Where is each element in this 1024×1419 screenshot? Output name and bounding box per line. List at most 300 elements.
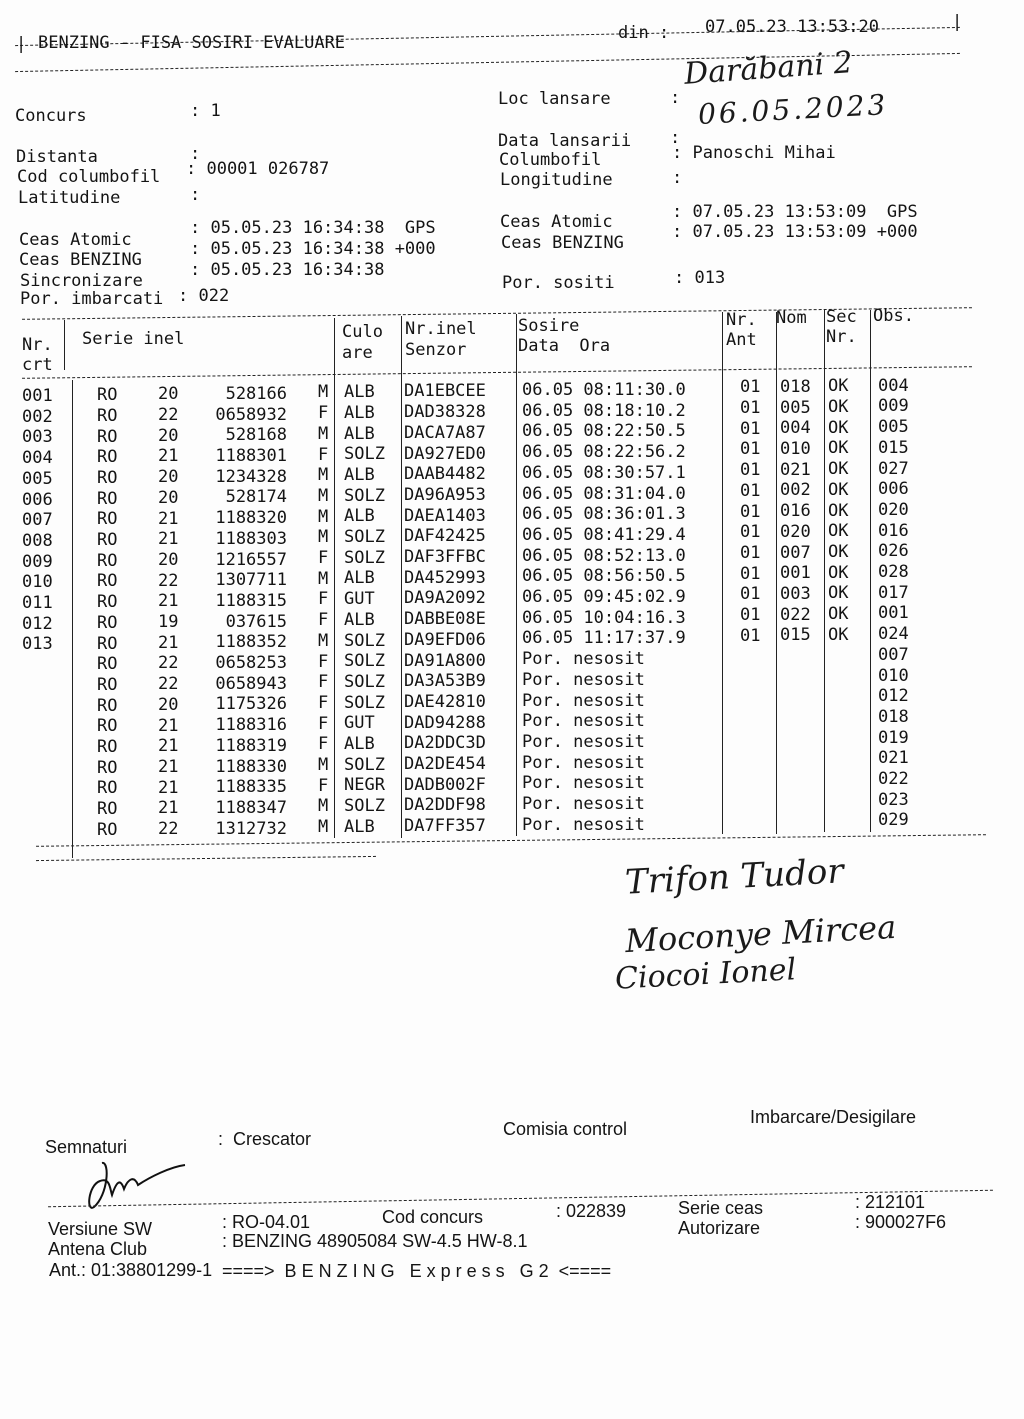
cell-color: SOLZ [344,651,385,672]
cell-sec-number: OK [828,397,849,418]
cell-arrival-time: 06.05 08:11:30.0 [522,380,686,400]
cell-nom: 003 [780,583,811,604]
cell-ring-country: RO [97,716,118,737]
cell-nom: 022 [780,604,811,625]
cell-sensor-ring: DA96A953 [404,484,486,505]
cell-ring-number: 1307711 [215,570,287,591]
header-border-right: | [952,12,963,32]
handwritten-signature-1: Trifon Tudor [624,851,845,903]
cell-arrival-time: 06.05 08:18:10.2 [522,400,686,421]
cell-obs: 017 [878,582,909,603]
col-divider [824,310,825,832]
cell-color: ALB [344,423,375,444]
cell-sensor-ring: DAE42810 [404,691,486,712]
cell-ring-year: 22 [158,819,179,840]
header-sec-1: Sec [826,307,857,327]
cell-sensor-ring: DA2DDF98 [404,795,486,816]
cell-row-number: 007 [22,510,53,531]
sincronizare-value: : 05.05.23 16:34:38 [190,260,385,280]
cell-ring-number: 037615 [225,611,287,632]
cell-obs: 016 [878,520,909,541]
cell-antenna-number: 01 [740,480,761,501]
header-sosire: Sosire [518,316,580,336]
cell-sex: F [318,444,329,465]
cell-arrival-time: Por. nesosit [522,794,645,814]
cell-color: SOLZ [344,692,385,713]
cell-ring-number: 1234328 [215,466,287,487]
latitudine-value: : [190,185,201,205]
data-lansarii-label: Data lansarii [498,131,632,151]
cell-sec-number: OK [828,624,849,645]
header-obs: Obs. [873,306,914,326]
cell-nom: 010 [780,439,811,459]
cell-ring-country: RO [97,674,118,695]
cell-ring-year: 21 [158,798,179,819]
cell-nom: 021 [780,459,811,480]
imbarcati-label: Por. imbarcati [20,289,164,309]
cell-antenna-number: 01 [740,418,761,439]
columbofil-value: : Panoschi Mihai [672,143,836,163]
ceas-benzing-start-label: Ceas BENZING [19,250,142,270]
cod-columbofil-label: Cod columbofil [17,167,161,187]
din-value: 07.05.23 13:53:20 [705,17,879,37]
cell-arrival-time: 06.05 08:52:13.0 [522,545,686,566]
header-culoare-1: Culo [342,322,383,342]
cell-arrival-time: 06.05 10:04:16.3 [522,607,686,628]
cell-obs: 023 [878,789,909,810]
cell-obs: 009 [878,396,909,417]
cell-ring-year: 20 [158,549,179,570]
cell-ring-year: 21 [158,446,179,467]
cell-ring-year: 21 [158,529,179,550]
cell-ring-number: 1188347 [215,797,287,818]
data-lansarii-value: : [670,128,681,148]
cell-ring-country: RO [97,819,118,840]
cell-ring-number: 1188301 [215,446,287,467]
cell-ring-year: 20 [158,487,179,508]
concurs-label: Concurs [15,106,87,126]
cell-antenna-number: 01 [740,377,761,398]
cell-row-number: 002 [22,406,53,427]
cell-sec-number: OK [828,417,849,438]
cell-color: SOLZ [344,630,385,651]
serie-ceas-label: Serie ceas [678,1198,764,1218]
cell-ring-country: RO [97,592,118,613]
cell-ring-country: RO [97,612,118,633]
cell-nom: 018 [780,376,811,397]
cell-sensor-ring: DA927ED0 [404,443,486,464]
ceas-atomic-start-label: Ceas Atomic [19,230,132,250]
col-divider [72,380,73,858]
cell-arrival-time: 06.05 08:31:04.0 [522,483,686,504]
columbofil-label: Columbofil [499,150,602,170]
header-nr: Nr. [22,335,53,355]
cell-ring-number: 1188335 [215,777,287,798]
cell-obs: 007 [878,644,909,665]
cell-ring-year: 22 [158,674,179,695]
cell-sex: M [318,796,329,817]
cell-sensor-ring: DABBE08E [404,609,486,630]
cell-sensor-ring: DA9A2092 [404,588,486,609]
cell-obs: 010 [878,665,909,686]
cell-obs: 020 [878,499,909,520]
imbarcare-label: Imbarcare/Desigilare [750,1107,917,1127]
col-divider [64,320,65,370]
cell-color: ALB [344,734,375,755]
ceas-benzing-end-value: : 07.05.23 13:53:09 +000 [672,222,918,242]
comisia-control-label: Comisia control [503,1119,628,1139]
longitudine-label: Longitudine [500,170,613,190]
sincronizare-label: Sincronizare [20,271,143,291]
cell-antenna-number: 01 [740,605,761,626]
header-senzor: Senzor [405,340,467,360]
cell-sex: M [318,423,329,444]
cell-ring-number: 1188303 [215,528,287,549]
cell-arrival-time: Por. nesosit [522,690,645,711]
cell-ring-country: RO [97,385,118,406]
loc-lansare-label: Loc lansare [498,89,611,109]
cell-sensor-ring: DAF3FFBC [404,547,486,568]
cell-sex: F [318,775,329,796]
cell-antenna-number: 01 [740,542,761,563]
cell-obs: 021 [878,748,909,769]
cell-ring-country: RO [97,447,118,468]
cell-sec-number: OK [828,583,849,604]
cell-row-number: 003 [22,427,53,448]
cell-ring-year: 21 [158,508,179,529]
cell-sex: F [318,589,329,610]
cell-sensor-ring: DA7FF357 [404,816,486,837]
cell-sec-number: OK [828,541,849,562]
cell-color: ALB [344,506,375,527]
cell-obs: 012 [878,686,909,707]
cell-color: GUT [344,589,375,610]
cell-ring-country: RO [97,530,118,550]
handwritten-signature-2: Moconye Mircea [624,907,898,961]
cell-sensor-ring: DA3A53B9 [404,671,486,692]
col-divider [401,316,402,838]
cell-nom: 002 [780,480,811,501]
cell-sex: M [318,527,329,548]
cell-antenna-number: 01 [740,522,761,543]
cell-obs: 004 [878,375,909,396]
cell-row-number: 012 [22,613,53,634]
cell-obs: 006 [878,479,909,500]
cell-sec-number: OK [828,500,849,521]
cell-sensor-ring: DA91A800 [404,650,486,671]
cell-obs: 027 [878,458,909,479]
cell-ring-year: 21 [158,736,179,757]
cell-color: ALB [344,382,375,403]
header-nr-inel: Nr.inel [405,319,477,339]
cell-row-number: 009 [22,551,53,572]
crescator-label: : Crescator [218,1129,312,1149]
cell-nom: 005 [780,397,811,418]
cell-obs: 024 [878,624,909,645]
ceas-atomic-end-label: Ceas Atomic [500,212,613,232]
cell-arrival-time: 06.05 08:36:01.3 [522,504,686,525]
cell-ring-country: RO [97,695,118,716]
autorizare-label: Autorizare [678,1218,761,1238]
sositi-label: Por. sositi [502,273,615,293]
cell-row-number: 008 [22,530,53,551]
header-sec-2: Nr. [826,327,857,347]
cell-obs: 001 [878,603,909,624]
ceas-atomic-end-value: : 07.05.23 13:53:09 GPS [672,202,918,222]
cell-arrival-time: 06.05 11:17:37.9 [522,628,686,649]
cell-obs: 018 [878,706,909,727]
cell-nom: 004 [780,418,811,439]
cell-obs: 026 [878,541,909,562]
cell-sensor-ring: DAAB4482 [404,464,486,485]
cell-arrival-time: Por. nesosit [522,814,645,835]
cell-ring-country: RO [97,571,118,592]
cell-antenna-number: 01 [740,563,761,584]
autorizare-value: : 900027F6 [855,1212,947,1232]
header-data-ora: Data Ora [518,336,611,356]
cell-sensor-ring: DA452993 [404,567,486,588]
cell-sensor-ring: DA2DDC3D [404,733,486,754]
cell-nom: 016 [780,501,811,522]
cell-row-number: 004 [22,448,53,469]
cell-arrival-time: 06.05 08:41:29.4 [522,524,686,545]
cell-color: SOLZ [344,671,385,692]
cell-color: ALB [344,464,375,485]
benzing-express-banner: ====> B E N Z I N G E x p r e s s G 2 <==== [222,1261,612,1281]
cell-color: ALB [344,816,375,837]
cell-obs: 019 [878,727,909,748]
cell-color: ALB [344,568,375,589]
header-crt: crt [22,355,53,375]
cod-concurs-label: Cod concurs [382,1207,484,1227]
cell-ring-number: 1312732 [215,818,287,839]
sositi-value: : 013 [674,268,726,288]
cell-ring-country: RO [97,426,118,447]
col-divider [334,318,335,838]
ceas-atomic-start-value: : 05.05.23 16:34:38 GPS [190,218,436,238]
cell-ring-year: 21 [158,756,179,777]
cell-antenna-number: 01 [740,625,761,646]
cell-sec-number: OK [828,438,849,459]
concurs-value: : 1 [190,101,221,121]
cell-arrival-time: Por. nesosit [522,649,645,670]
imbarcati-value: : 022 [178,286,230,306]
cell-ring-country: RO [97,778,118,799]
cell-ring-number: 1188315 [215,590,287,611]
cell-obs: 005 [878,417,909,438]
cell-antenna-number: 01 [740,398,761,419]
semnaturi-label: Semnaturi [45,1137,128,1157]
cell-sex: M [318,382,329,403]
col-divider [516,314,517,836]
cell-sec-number: OK [828,376,849,397]
cell-antenna-number: 01 [740,584,761,605]
distanta-value: : [190,144,201,164]
ceas-benzing-start-value: : 05.05.23 16:34:38 +000 [190,239,436,259]
cell-arrival-time: Por. nesosit [522,773,645,794]
header-culoare-2: are [342,343,373,363]
cell-row-number: 001 [22,386,53,406]
cell-sec-number: OK [828,459,849,480]
cell-arrival-time: 06.05 08:22:56.2 [522,442,686,463]
header-serie-inel: Serie inel [82,329,185,349]
page-title: BENZING - FISA SOSIRI EVALUARE [38,33,346,53]
table-footer-divider [36,856,376,861]
cell-ring-number: 1188319 [215,735,287,756]
col-divider [870,310,871,832]
cell-obs: 015 [878,437,909,458]
cell-sex: M [318,568,329,589]
cell-sex: M [318,630,329,651]
cell-obs: 028 [878,562,909,583]
cell-sex: F [318,713,329,734]
cell-antenna-number: 01 [740,460,761,481]
cod-columbofil-value: : 00001 026787 [186,159,330,179]
cell-color: GUT [344,713,375,734]
cell-ring-year: 20 [158,694,179,715]
cell-ring-number: 1216557 [215,549,287,570]
cell-sensor-ring: DAEA1403 [404,505,486,526]
versiune-label: Versiune SW [48,1219,153,1239]
cell-nom: 001 [780,563,811,584]
cell-ring-country: RO [97,550,118,571]
cell-sec-number: OK [828,604,849,625]
cell-ring-country: RO [97,509,118,530]
cell-sensor-ring: DAD38328 [404,402,486,423]
cell-nom: 020 [780,521,811,542]
cell-sex: F [318,610,329,631]
cell-arrival-time: 06.05 08:30:57.1 [522,462,686,483]
cell-sex: M [318,506,329,527]
cell-color: NEGR [344,775,385,796]
latitudine-label: Latitudine [18,188,121,208]
cell-sex: M [318,485,329,506]
cell-sex: F [318,672,329,693]
cell-ring-year: 21 [158,632,179,653]
cell-obs: 029 [878,810,909,831]
cell-ring-number: 0658932 [215,404,287,425]
serie-ceas-value: : 212101 [855,1192,926,1212]
cell-sex: M [318,755,329,776]
longitudine-value: : [672,168,683,188]
cell-ring-year: 21 [158,777,179,798]
cell-nom: 007 [780,542,811,563]
cell-color: SOLZ [344,485,385,506]
cell-row-number: 011 [22,593,53,613]
cell-ring-number: 1175326 [215,694,287,715]
cell-sensor-ring: DA2DE454 [404,754,486,775]
cell-ring-year: 21 [158,715,179,736]
cell-sensor-ring: DAF42425 [404,526,486,547]
cell-ring-country: RO [97,799,118,820]
antenna-id: Ant.: 01:38801299-1 [49,1260,213,1280]
cell-ring-year: 22 [158,570,179,591]
cell-arrival-time: Por. nesosit [522,752,645,773]
cell-sensor-ring: DADB002F [404,774,486,795]
cell-sensor-ring: DAD94288 [404,712,486,733]
loc-lansare-value: : [670,88,681,108]
cell-ring-country: RO [97,757,118,778]
cell-ring-year: 22 [158,653,179,674]
header-nr-ant-1: Nr. [726,310,757,330]
cell-ring-number: 1188330 [215,756,287,777]
cell-sex: M [318,465,329,486]
cell-antenna-number: 01 [740,439,761,460]
cell-arrival-time: 06.05 08:56:50.5 [522,566,686,587]
cell-ring-number: 528166 [225,383,287,404]
cell-row-number: 010 [22,572,53,593]
cell-ring-country: RO [97,467,118,488]
cell-ring-country: RO [97,633,118,654]
cell-ring-year: 20 [158,467,179,488]
cell-nom: 015 [780,625,811,646]
cell-arrival-time: Por. nesosit [522,731,645,752]
header-nom: Nom [776,308,807,328]
cell-ring-year: 19 [158,612,179,633]
antena-club-value: : BENZING 48905084 SW-4.5 HW-8.1 [222,1231,528,1251]
cell-ring-number: 0658943 [215,673,287,694]
cell-sex: F [318,734,329,755]
col-divider [776,312,777,834]
cell-arrival-time: 06.05 09:45:02.9 [522,587,686,607]
cell-color: SOLZ [344,547,385,568]
distanta-label: Distanta [16,147,98,167]
cell-sex: F [318,692,329,713]
ceas-benzing-end-label: Ceas BENZING [501,233,624,253]
cell-sex: M [318,817,329,838]
cell-row-number: 005 [22,468,53,489]
cell-arrival-time: Por. nesosit [522,711,645,732]
cell-sex: F [318,403,329,424]
handwritten-signature-3: Ciocoi Ionel [614,952,797,997]
cell-ring-year: 22 [158,405,179,426]
handwritten-release-date: 06.05.2023 [697,88,890,131]
cell-ring-country: RO [97,737,118,757]
cell-ring-number: 1188320 [215,508,287,529]
cell-ring-number: 0658253 [215,653,287,674]
cell-color: SOLZ [344,754,385,775]
cell-sec-number: OK [828,562,849,583]
cell-color: ALB [344,609,375,630]
cell-row-number: 006 [22,489,53,510]
din-label: din : [618,23,670,43]
header-nr-ant-2: Ant [726,330,757,350]
cell-ring-number: 1188352 [215,632,287,653]
cell-ring-year: 20 [158,425,179,446]
antena-club-label: Antena Club [48,1239,148,1259]
cell-antenna-number: 01 [740,501,761,522]
cell-sec-number: OK [828,521,849,542]
cell-sex: F [318,548,329,569]
header-border-left: | [16,34,27,54]
cell-ring-number: 1188316 [215,715,287,736]
cell-ring-country: RO [97,654,118,675]
cod-concurs-value: : 022839 [556,1201,627,1221]
cell-ring-country: RO [97,488,118,509]
cell-ring-number: 528168 [225,425,287,446]
cell-row-number: 013 [22,634,53,655]
cell-obs: 022 [878,769,909,790]
cell-sec-number: OK [828,479,849,500]
cell-sensor-ring: DA9EFD06 [404,629,486,650]
cell-sex: F [318,651,329,672]
cell-sensor-ring: DA1EBCEE [404,381,486,402]
cell-ring-year: 21 [158,591,179,612]
handwritten-release-place: Darăbani 2 [682,45,854,92]
cell-ring-country: RO [97,405,118,426]
cell-color: SOLZ [344,444,385,465]
cell-color: SOLZ [344,796,385,817]
